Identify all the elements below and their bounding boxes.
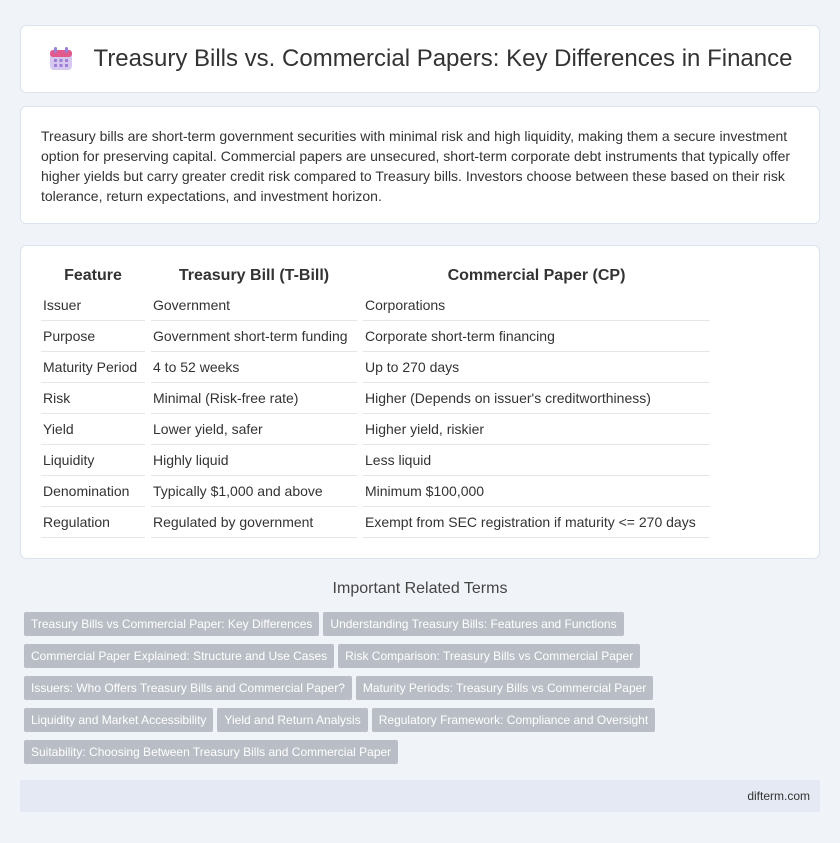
table-cell: Liquidity [41, 445, 145, 476]
page-title: Treasury Bills vs. Commercial Papers: Key Differences in Finance [93, 45, 793, 72]
table-cell: Regulated by government [151, 507, 357, 538]
table-cell: Typically $1,000 and above [151, 476, 357, 507]
related-term-tag[interactable]: Commercial Paper Explained: Structure and Use Cases [24, 644, 334, 668]
table-row [41, 507, 710, 538]
table-cell: Regulation [41, 507, 145, 538]
related-term-tag[interactable]: Regulatory Framework: Compliance and Oversight [372, 708, 655, 732]
table-cell: Maturity Period [41, 352, 145, 383]
table-row [41, 383, 710, 414]
header-card [20, 25, 820, 93]
table-row [41, 290, 710, 321]
related-term-tag[interactable]: Liquidity and Market Accessibility [24, 708, 213, 732]
table-cell: Government [151, 290, 357, 321]
table-cell: Exempt from SEC registration if maturity <= 270 days [363, 507, 710, 538]
table-cell: Corporations [363, 290, 710, 321]
table-cell: Minimum $100,000 [363, 476, 710, 507]
table-cell: Yield [41, 414, 145, 445]
footer [20, 780, 820, 812]
related-term-tag[interactable]: Understanding Treasury Bills: Features and Functions [323, 612, 623, 636]
comparison-table [35, 262, 716, 538]
table-cell: Higher yield, riskier [363, 414, 710, 445]
footer-site-link[interactable]: difterm.com [747, 789, 810, 803]
table-cell: Purpose [41, 321, 145, 352]
related-term-tag[interactable]: Yield and Return Analysis [217, 708, 367, 732]
table-cell: 4 to 52 weeks [151, 352, 357, 383]
table-row [41, 445, 710, 476]
intro-text: Treasury bills are short-term government securities with minimal risk and high liquidity, making them a secure investment option for preserving capital. Commercial papers are unsecured, short-term corporate debt instruments that typically offer higher yields but carry greater credit risk compared to Treasury bills. Investors choose between these based on their risk tolerance, return expectations, and investment horizon. [41, 128, 791, 204]
table-cell: Less liquid [363, 445, 710, 476]
table-cell: Lower yield, safer [151, 414, 357, 445]
comparison-table-card [20, 245, 820, 559]
related-term-tag[interactable]: Maturity Periods: Treasury Bills vs Commercial Paper [356, 676, 653, 700]
table-cell: Issuer [41, 290, 145, 321]
calendar-icon [48, 46, 74, 72]
table-row [41, 414, 710, 445]
table-cell: Government short-term funding [151, 321, 357, 352]
table-header-cell: Feature [64, 267, 122, 284]
related-term-tag[interactable]: Issuers: Who Offers Treasury Bills and Commercial Paper? [24, 676, 352, 700]
table-header-cell: Treasury Bill (T-Bill) [178, 267, 330, 284]
table-cell: Risk [41, 383, 145, 414]
table-cell: Corporate short-term financing [363, 321, 710, 352]
table-header-row [41, 262, 710, 290]
table-header-cell: Commercial Paper (CP) [447, 267, 626, 284]
related-term-tag[interactable]: Treasury Bills vs Commercial Paper: Key Differences [24, 612, 319, 636]
table-cell: Up to 270 days [363, 352, 710, 383]
related-terms-list [24, 612, 824, 772]
table-row [41, 321, 710, 352]
intro-card [20, 106, 820, 224]
table-cell: Minimal (Risk-free rate) [151, 383, 357, 414]
related-term-tag[interactable]: Risk Comparison: Treasury Bills vs Commercial Paper [338, 644, 640, 668]
table-cell: Higher (Depends on issuer's creditworthiness) [363, 383, 710, 414]
table-cell: Highly liquid [151, 445, 357, 476]
table-cell: Denomination [41, 476, 145, 507]
related-term-tag[interactable]: Suitability: Choosing Between Treasury Bills and Commercial Paper [24, 740, 398, 764]
related-terms-title: Important Related Terms [332, 580, 508, 597]
table-row [41, 476, 710, 507]
table-row [41, 352, 710, 383]
